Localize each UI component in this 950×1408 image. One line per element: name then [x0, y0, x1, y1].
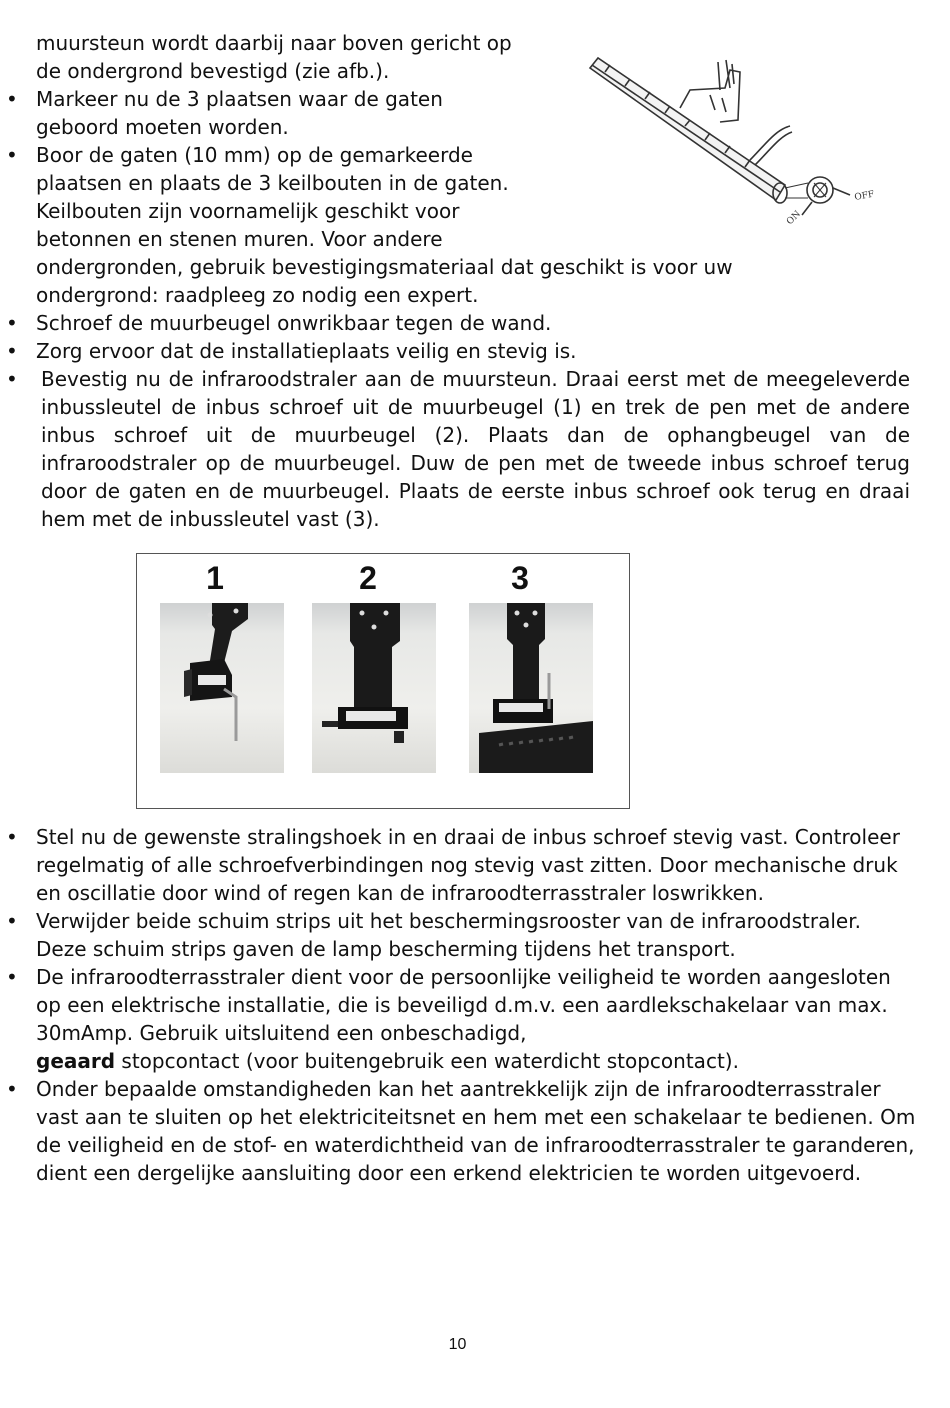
step-photo-2: [312, 603, 436, 773]
list-item-line: ondergronden, gebruik bevestigingsmateriaal dat geschikt is voor uw: [36, 255, 733, 279]
step-photo-3: [469, 603, 593, 773]
bold-word: geaard: [36, 1049, 116, 1073]
list-item-attach-heater: [41, 365, 910, 533]
step-number: 3: [511, 560, 529, 596]
page-number: 10: [448, 1336, 467, 1353]
list-item-text: stopcontact (voor buitengebruik een waterdicht stopcontact).: [115, 1049, 739, 1073]
list-item-safe-location: • Zorg ervoor dat de installatieplaats veilig en stevig is.: [36, 337, 796, 365]
list-item-foam-strips: • Verwijder beide schuim strips uit het beschermingsrooster van de infraroodstraler. Deze schuim strips gaven de lamp bescherming tijdens het transport.: [36, 907, 916, 963]
list-item-line: betonnen en stenen muren. Voor andere: [36, 227, 443, 251]
list-item-text: Bevestig nu de infraroodstraler aan de muursteun. Draai eerst met de meegeleverde inbussleutel de inbus schroef uit de muurbeugel (1) en trek de pen met de andere inbus schroef uit de muurbeugel (2). Plaats dan de ophangbeugel van de infraroodstraler op de muurbeugel. Duw de pen met de tweede inbus schroef terug door de gaten en de muurbeugel. Plaats de eerste inbus schroef ook terug en draai hem met de inbussleutel vast (3).: [41, 367, 910, 531]
on-label: ON: [785, 209, 803, 228]
off-label: OFF: [853, 189, 876, 203]
step-photo-1: [160, 603, 284, 773]
bullet-icon: •: [6, 367, 18, 391]
list-item-angle: • Stel nu de gewenste stralingshoek in en draai de inbus schroef stevig vast. Controleer regelmatig of alle schroefverbindingen nog stevig vast zitten. Door mechanische druk en oscillatie door wind of regen kan de infraroodterrasstraler loswrikken.: [36, 823, 916, 907]
bottom-text: [36, 823, 916, 1187]
step-number: 2: [359, 560, 377, 596]
list-item-line: • Boor de gaten (10 mm) op de gemarkeerde: [36, 143, 473, 167]
list-item-electrical: [36, 963, 916, 1075]
list-item-line: Keilbouten zijn voornamelijk geschikt voor: [36, 199, 460, 223]
mounting-steps-figure: [136, 553, 630, 809]
intro-line-2: de ondergrond bevestigd (zie afb.).: [36, 59, 390, 83]
list-item-line: geboord moeten worden.: [36, 115, 289, 139]
step-number: 1: [206, 560, 224, 596]
list-item-text: De infraroodterrasstraler dient voor de persoonlijke veiligheid te worden aangesloten op een elektrische installatie, die is beveiligd d.m.v. een aardlekschakelaar van max. 30mAmp. Gebruik uitsluitend een onbeschadigd,: [36, 965, 891, 1045]
list-item-line: • Markeer nu de 3 plaatsen waar de gaten: [36, 87, 443, 111]
list-item-line: ondergrond: raadpleeg zo nodig een expert.: [36, 283, 479, 307]
heater-diagram: [580, 50, 880, 235]
list-item-hardwire: • Onder bepaalde omstandigheden kan het aantrekkelijk zijn de infraroodterrasstraler vast aan te sluiten op het elektriciteitsnet en hem met een schakelaar te bedienen. Om de veiligheid en de stof- en waterdichtheid van de infraroodterrasstraler te garanderen, dient een dergelijke aansluiting door een erkend elektricien te worden uitgevoerd.: [36, 1075, 916, 1187]
list-item-line: plaatsen en plaats de 3 keilbouten in de gaten.: [36, 171, 509, 195]
list-item-screw-bracket: • Schroef de muurbeugel onwrikbaar tegen de wand.: [36, 309, 796, 337]
intro-line-1: muursteun wordt daarbij naar boven gericht op: [36, 31, 512, 55]
